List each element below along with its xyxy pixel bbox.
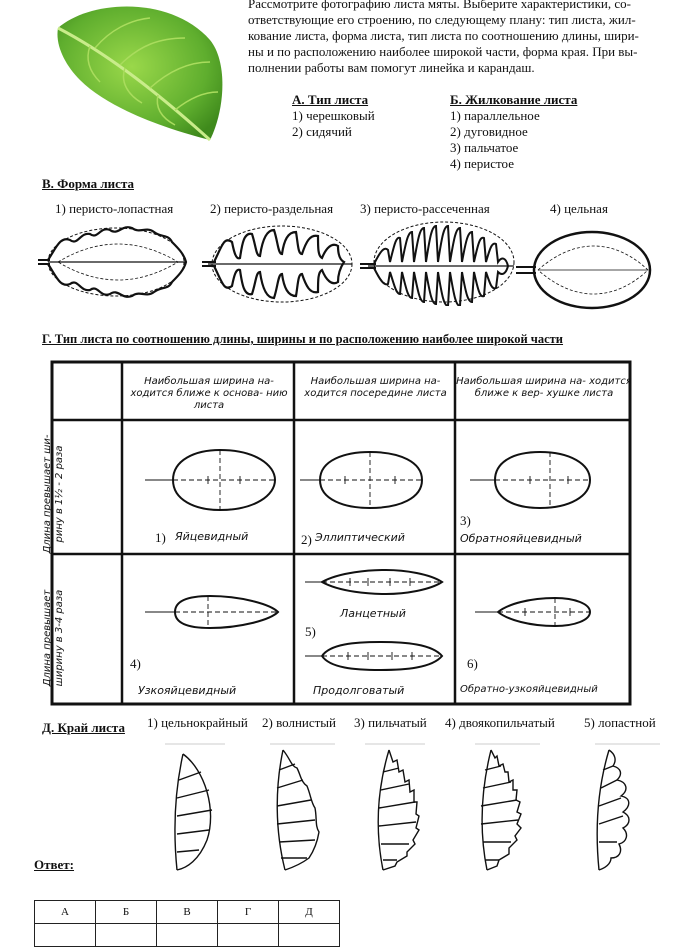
row-header-1: Длина превышает ши- рину в 1½ - 2 раза	[42, 434, 65, 554]
leaf-entire-drawing	[514, 228, 654, 312]
cell-name-narrow-obovate: Обратно-узкояйцевидный	[460, 684, 598, 695]
answer-cell-b[interactable]	[96, 924, 157, 947]
answer-cell-d[interactable]	[279, 924, 340, 947]
leaf-parted-drawing	[198, 218, 358, 308]
section-b-item: 4) перистое	[450, 156, 514, 171]
section-d-title: Д. Край листа	[42, 720, 125, 735]
cell-num: 4)	[130, 656, 141, 671]
section-g-title: Г. Тип листа по соотношению длины, ширины и по расположению наиболее широкой части	[42, 332, 564, 346]
shape-label-4: 4) цельная	[550, 201, 608, 216]
answer-header-row	[35, 901, 340, 924]
leaf-margins-drawing	[165, 740, 685, 875]
section-b-title: Б. Жилкование листа	[450, 92, 578, 107]
shape-label-3: 3) перисто-рассеченная	[360, 201, 490, 216]
margin-label-4: 4) двоякопильчатый	[445, 715, 555, 730]
answer-table	[34, 900, 340, 947]
col-header-tip: Наибольшая ширина на- ходится ближе к вер- хушке листа	[456, 376, 632, 399]
answer-col-a: А	[35, 901, 96, 924]
section-b-item: 3) пальчатое	[450, 140, 519, 155]
cell-name-oblong: Продолговатый	[313, 684, 405, 697]
intro-line: ответствующие его строению, по следующему плану: тип листа, жил-	[248, 12, 636, 27]
cell-name-narrow-ovate: Узкояйцевидный	[138, 684, 237, 697]
cell-num: 2)	[301, 532, 312, 547]
cell-name-obovate: Обратнояйцевидный	[460, 532, 582, 545]
leaf-dissected-drawing	[360, 216, 520, 306]
answer-input-row	[35, 924, 340, 947]
intro-line: кование листа, форма листа, тип листа по соотношению длины, шири-	[248, 28, 639, 43]
answer-col-g: Г	[218, 901, 279, 924]
margin-label-3: 3) пильчатый	[354, 715, 427, 730]
section-a	[292, 92, 375, 140]
answer-col-v: В	[157, 901, 218, 924]
section-v-title: В. Форма листа	[42, 176, 134, 191]
answer-col-b: Б	[96, 901, 157, 924]
cell-num: 3)	[460, 513, 471, 528]
section-b-item: 2) дуговидное	[450, 124, 528, 139]
col-header-middle: Наибольшая ширина на- ходится посередине листа	[304, 376, 447, 399]
answer-cell-g[interactable]	[218, 924, 279, 947]
section-a-item: 1) черешковый	[292, 108, 375, 123]
section-a-item: 2) сидячий	[292, 124, 352, 139]
section-b	[450, 92, 577, 172]
answer-label: Ответ:	[34, 857, 75, 872]
margin-label-2: 2) волнистый	[262, 715, 337, 730]
cell-num: 6)	[467, 656, 478, 671]
col-header-base: Наибольшая ширина на- ходится ближе к основа- нию листа	[130, 376, 288, 411]
cell-name-ovate: Яйцевидный	[175, 530, 249, 543]
answer-cell-v[interactable]	[157, 924, 218, 947]
answer-cell-a[interactable]	[35, 924, 96, 947]
cell-num: 1)	[155, 530, 166, 545]
cell-num: 5)	[305, 624, 316, 639]
margin-label-1: 1) цельнокрайный	[147, 715, 248, 730]
shape-label-2: 2) перисто-раздельная	[210, 201, 334, 216]
intro-line: ны и по расположению наиболее широкой части, форма края. При вы-	[248, 44, 638, 59]
mint-leaf-photo	[50, 0, 230, 150]
section-b-item: 1) параллельное	[450, 108, 540, 123]
shape-label-1: 1) перисто-лопастная	[55, 201, 174, 216]
answer-col-d: Д	[279, 901, 340, 924]
intro-line: полнении работы вам помогут линейка и карандаш.	[248, 60, 535, 75]
row-header-2: Длина превышает ширину в 3-4 раза	[42, 589, 65, 687]
intro-line: Рассмотрите фотографию листа мяты. Выберите характеристики, со-	[248, 0, 631, 11]
cell-name-elliptic: Эллиптический	[315, 531, 405, 544]
margin-label-5: 5) лопастной	[584, 715, 656, 730]
cell-name-lanceolate: Ланцетный	[340, 607, 406, 620]
leaf-lobed-drawing	[38, 218, 193, 308]
intro-text	[248, 0, 688, 76]
section-a-title: А. Тип листа	[292, 92, 369, 107]
